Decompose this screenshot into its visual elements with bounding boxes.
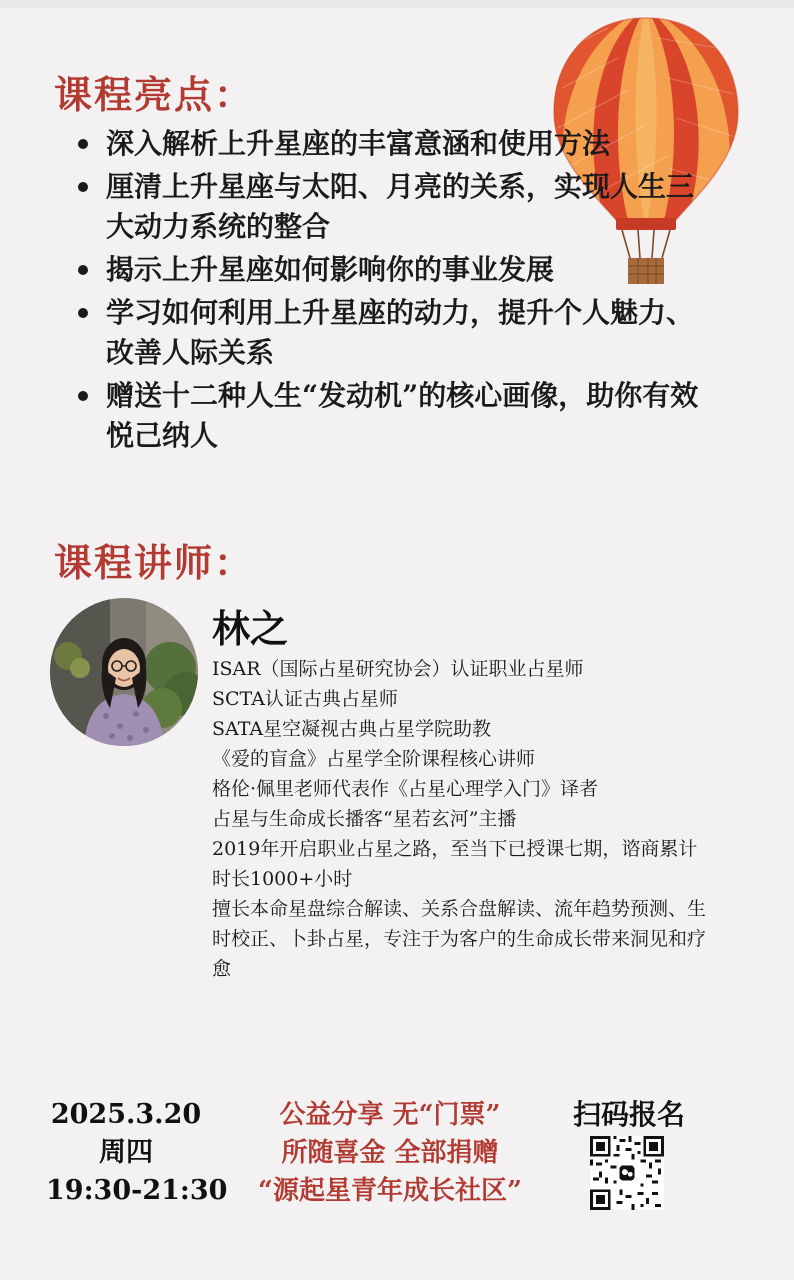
charity-note [240,1096,540,1210]
highlight-item: 深入解析上升星座的丰富意涵和使用方法 [78,124,718,164]
highlights-title: 课程亮点： [54,72,255,117]
highlights-list [78,124,718,459]
bio-line: 格伦·佩里老师代表作《占星心理学入门》译者 [212,778,599,800]
bio-line: ISAR（国际占星研究协会）认证职业占星师 [212,658,584,680]
qr-code-icon[interactable] [590,1136,664,1210]
bio-line: 《爱的盲盒》占星学全阶课程核心讲师 [212,748,536,770]
charity-line-2: 所随喜金 全部捐赠 [281,1138,499,1168]
avatar-photo [50,598,198,746]
instructor-title: 课程讲师： [54,540,255,585]
event-datetime [46,1096,228,1210]
highlight-item: 赠送十二种人生“发动机”的核心画像，助你有效悦己纳人 [78,376,718,456]
bio-line: SATA星空凝视古典占星学院助教 [212,718,492,740]
charity-line-3: “源起星青年成长社区” [258,1176,522,1206]
highlight-item: 厘清上升星座与太阳、月亮的关系，实现人生三大动力系统的整合 [78,167,718,247]
instructor-avatar [50,598,198,746]
event-weekday: 周四 [99,1137,153,1168]
top-strip [0,0,794,8]
bio-line: 擅长本命星盘综合解读、关系合盘解读、流年趋势预测、生时校正、卜卦占星，专注于为客户的生命成长带来洞见和疗愈 [212,898,707,980]
charity-line-1: 公益分享 无“门票” [279,1100,501,1130]
instructor-name: 林之 [212,606,289,651]
bio-line: 2019年开启职业占星之路，至当下已授课七期，谘商累计时长1000+小时 [212,838,698,890]
event-time: 19:30-21:30 [46,1175,228,1206]
bio-line: 占星与生命成长播客“星若玄河”主播 [212,808,517,830]
event-date: 2025.3.20 [50,1099,202,1130]
bio-line: SCTA认证古典占星师 [212,688,398,710]
signup-label: 扫码报名 [572,1098,685,1131]
instructor-bio [212,654,712,984]
highlight-item: 学习如何利用上升星座的动力，提升个人魅力、改善人际关系 [78,293,718,373]
highlight-item: 揭示上升星座如何影响你的事业发展 [78,250,718,290]
